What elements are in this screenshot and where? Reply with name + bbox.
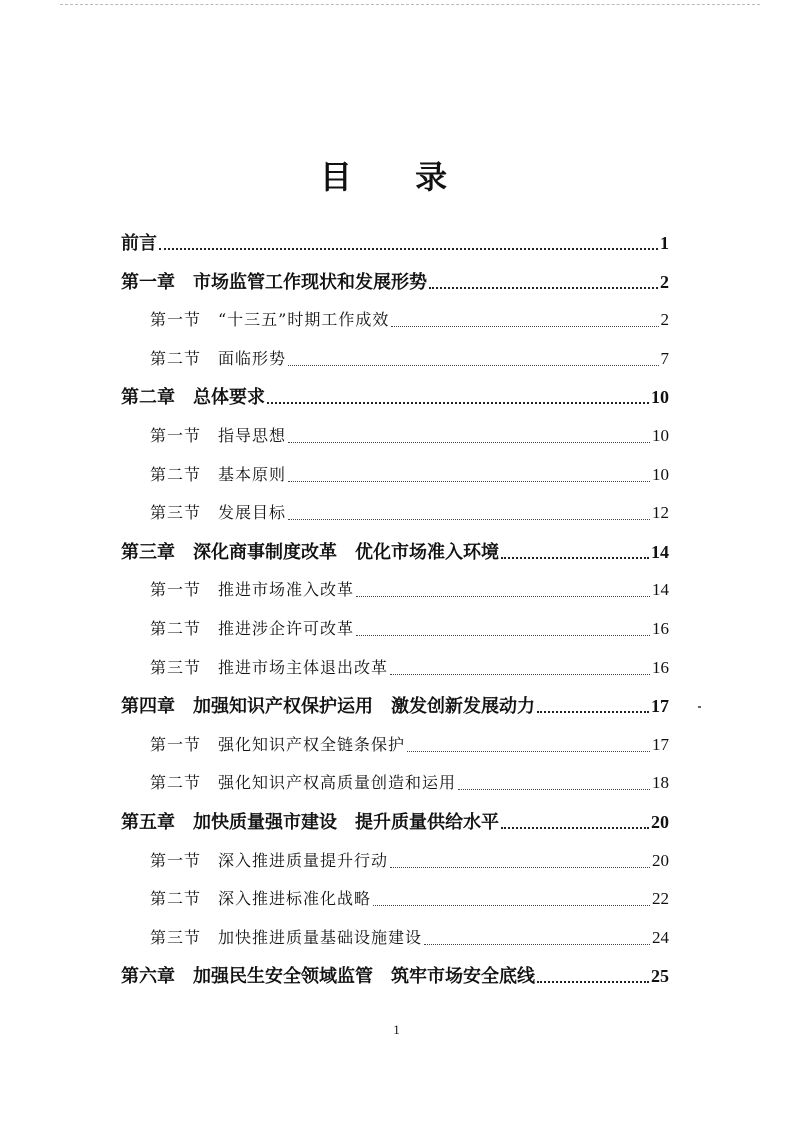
toc-section-entry[interactable] (150, 575, 669, 605)
toc-dot-leader (501, 557, 649, 559)
toc-entry-page-number: 17 (651, 696, 669, 717)
toc-section-entry[interactable] (150, 653, 669, 683)
toc-dot-leader (429, 287, 658, 289)
toc-dot-leader (356, 635, 650, 636)
toc-dot-leader (537, 711, 649, 713)
toc-entry-page-number: 10 (652, 464, 669, 484)
scan-edge-artifact (60, 4, 760, 8)
toc-chapter-entry[interactable] (121, 267, 669, 297)
toc-section-entry[interactable] (150, 884, 669, 914)
scan-speck (698, 706, 701, 708)
toc-dot-leader (424, 944, 650, 945)
toc-dot-leader (288, 442, 650, 443)
toc-section-entry[interactable] (150, 344, 669, 374)
toc-entry-page-number: 10 (652, 426, 669, 445)
page-title: 目 录 (319, 158, 474, 196)
toc-entry-page-number: 12 (652, 503, 669, 523)
toc-chapter-entry[interactable] (121, 961, 669, 991)
toc-section-entry[interactable] (150, 923, 669, 953)
toc-entry-label: 第三章 深化商事制度改革 优化市场准入环境 (121, 541, 499, 563)
toc-entry-label: 第二章 总体要求 (121, 387, 265, 409)
toc-section-entry[interactable] (150, 730, 669, 760)
toc-entry-label: 第一节 “十三五”时期工作成效 (150, 310, 390, 330)
toc-entry-label: 第三节 发展目标 (150, 503, 287, 523)
toc-entry-page-number: 18 (652, 773, 669, 793)
toc-dot-leader (288, 365, 658, 366)
toc-section-entry[interactable] (150, 460, 669, 490)
toc-entry-label: 第一节 深入推进质量提升行动 (150, 850, 389, 870)
toc-chapter-entry[interactable] (121, 691, 669, 721)
toc-entry-page-number: 17 (652, 734, 669, 754)
toc-entry-label: 第二节 推进涉企许可改革 (150, 619, 355, 638)
toc-dot-leader (390, 674, 650, 675)
page-number: 1 (393, 1022, 400, 1037)
toc-entry-page-number: 20 (651, 812, 669, 832)
toc-entry-page-number: 20 (652, 850, 669, 870)
toc-entry-label: 第四章 加强知识产权保护运用 激发创新发展动力 (121, 696, 535, 718)
toc-dot-leader (391, 326, 658, 327)
toc-entry-page-number: 14 (651, 541, 669, 562)
toc-dot-leader (356, 596, 650, 597)
toc-entry-label: 第三节 推进市场主体退出改革 (150, 657, 389, 677)
toc-dot-leader (288, 481, 650, 482)
toc-chapter-entry[interactable] (121, 228, 669, 258)
toc-dot-leader (458, 789, 650, 790)
toc-chapter-entry[interactable] (121, 807, 669, 837)
toc-section-entry[interactable] (150, 614, 669, 644)
toc-dot-leader (501, 827, 649, 829)
toc-section-entry[interactable] (150, 421, 669, 451)
toc-entry-label: 第五章 加快质量强市建设 提升质量供给水平 (121, 812, 499, 833)
toc-section-entry[interactable] (150, 846, 669, 876)
toc-entry-page-number: 14 (652, 580, 669, 600)
toc-entry-page-number: 22 (652, 889, 669, 909)
toc-entry-page-number: 16 (652, 657, 669, 677)
toc-entry-page-number: 7 (660, 348, 669, 368)
toc-entry-page-number: 25 (651, 966, 669, 987)
toc-entry-label: 第一章 市场监管工作现状和发展形势 (121, 271, 427, 293)
toc-dot-leader (537, 981, 649, 983)
toc-entry-page-number: 1 (660, 233, 669, 253)
toc-entry-label: 第一节 推进市场准入改革 (150, 580, 355, 600)
toc-entry-page-number: 2 (660, 271, 669, 292)
toc-chapter-entry[interactable] (121, 537, 669, 567)
toc-section-entry[interactable] (150, 498, 669, 528)
toc-section-entry[interactable] (150, 305, 669, 335)
toc-entry-page-number: 10 (651, 387, 669, 408)
toc-dot-leader (373, 905, 650, 906)
toc-entry-label: 第二节 面临形势 (150, 348, 287, 368)
toc-entry-label: 第三节 加快推进质量基础设施建设 (150, 927, 423, 947)
toc-dot-leader (288, 519, 650, 520)
toc-entry-label: 第二节 强化知识产权高质量创造和运用 (150, 773, 457, 793)
toc-dot-leader (159, 248, 658, 250)
toc-entry-label: 第一节 强化知识产权全链条保护 (150, 734, 406, 754)
toc-dot-leader (390, 867, 650, 868)
toc-entry-label: 前言 (121, 233, 157, 254)
toc-entry-label: 第一节 指导思想 (150, 426, 287, 445)
toc-section-entry[interactable] (150, 768, 669, 798)
toc-dot-leader (407, 751, 650, 752)
toc-entry-label: 第二节 深入推进标准化战略 (150, 889, 372, 909)
toc-entry-page-number: 2 (660, 310, 669, 330)
toc-chapter-entry[interactable] (121, 382, 669, 412)
toc-entry-label: 第二节 基本原则 (150, 464, 287, 484)
toc-dot-leader (267, 402, 649, 404)
toc-entry-page-number: 24 (652, 927, 669, 947)
toc-entry-label: 第六章 加强民生安全领域监管 筑牢市场安全底线 (121, 966, 535, 988)
toc-entry-page-number: 16 (652, 619, 669, 638)
